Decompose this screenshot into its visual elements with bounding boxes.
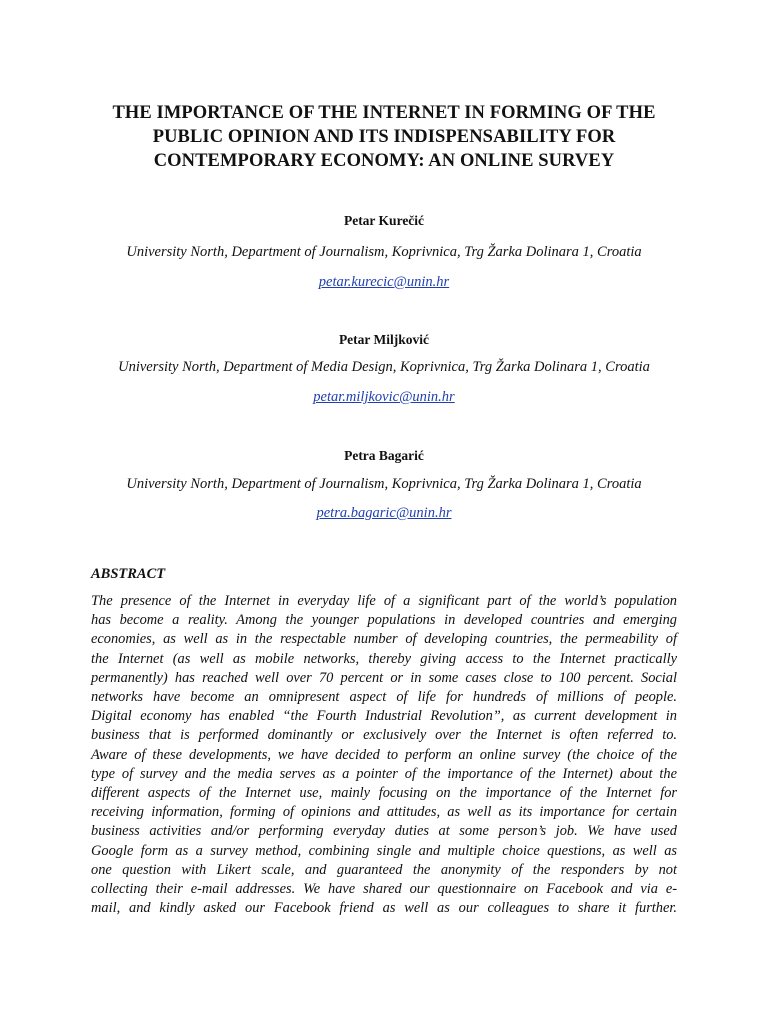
abstract-heading: ABSTRACT: [91, 566, 166, 582]
abstract-line: business that is performed dominantly or exclusively over the Internet is often referred to.: [91, 727, 677, 744]
abstract-line: economies, as well as in the respectable number of developing countries, the permeability of: [91, 631, 677, 648]
author-email-link[interactable]: petra.bagaric@unin.hr: [316, 505, 452, 521]
abstract-body: [91, 592, 677, 918]
title-line: THE IMPORTANCE OF THE INTERNET IN FORMING OF THE: [112, 103, 656, 123]
author-email: [0, 504, 768, 522]
author-email: [0, 273, 768, 291]
abstract-line: the Internet (as well as mobile networks, thereby giving access to the Internet practically: [91, 650, 677, 667]
author-email: [0, 388, 768, 406]
abstract-line: type of survey and the media serves as a pointer of the importance of the Internet) about the: [91, 765, 677, 782]
title-line: PUBLIC OPINION AND ITS INDISPENSABILITY FOR: [152, 127, 616, 147]
abstract-line: The presence of the Internet in everyday life of a significant part of the world’s population: [91, 593, 677, 609]
author-email-link[interactable]: petar.kurecic@unin.hr: [318, 274, 450, 290]
abstract-line: one question with Likert scale, and guaranteed the anonymity of the responders by not: [91, 861, 677, 878]
abstract-line: Aware of these developments, we have decided to perform an online survey (the choice of the: [91, 746, 677, 763]
author-name: Petar Miljković: [338, 332, 430, 347]
author-affiliation: University North, Department of Media Design, Koprivnica, Trg Žarka Dolinara 1, Croatia: [118, 359, 650, 375]
author-affiliation: University North, Department of Journalism, Koprivnica, Trg Žarka Dolinara 1, Croatia: [126, 244, 642, 260]
author-name: Petar Kurečić: [343, 213, 425, 228]
abstract-line: mail, and kindly asked our Facebook friend as well as our colleagues to share it further.: [91, 900, 677, 917]
abstract-line: business activities and/or performing everyday duties at some person’s job. We have used: [91, 823, 677, 840]
paper-title: [60, 101, 708, 173]
author-name: Petra Bagarić: [344, 448, 424, 463]
abstract-line: different aspects of the Internet use, mainly focusing on the importance of the Internet for: [91, 785, 677, 802]
abstract-line: networks have become an omnipresent aspect of life for hundreds of millions of people.: [91, 689, 677, 706]
author-affiliation: University North, Department of Journalism, Koprivnica, Trg Žarka Dolinara 1, Croatia: [126, 476, 642, 492]
abstract-line: receiving information, forming of opinions and attitudes, as well as its importance for certain: [91, 804, 677, 821]
abstract-line: Google form as a survey method, combining single and multiple choice questions, as well as: [91, 842, 677, 859]
author-email-link[interactable]: petar.miljkovic@unin.hr: [313, 389, 455, 405]
abstract-line: Digital economy has enabled “the Fourth Industrial Revolution”, as current development in: [91, 708, 677, 725]
abstract-line: collecting their e-mail addresses. We have shared our questionnaire on Facebook and via e-: [91, 881, 677, 898]
abstract-line: permanently) has reached well over 70 percent or in some cases close to 100 percent. Social: [91, 669, 677, 686]
abstract-line: has become a reality. Among the younger populations in developed countries and emerging: [91, 612, 677, 629]
title-line: CONTEMPORARY ECONOMY: AN ONLINE SURVEY: [153, 151, 615, 171]
